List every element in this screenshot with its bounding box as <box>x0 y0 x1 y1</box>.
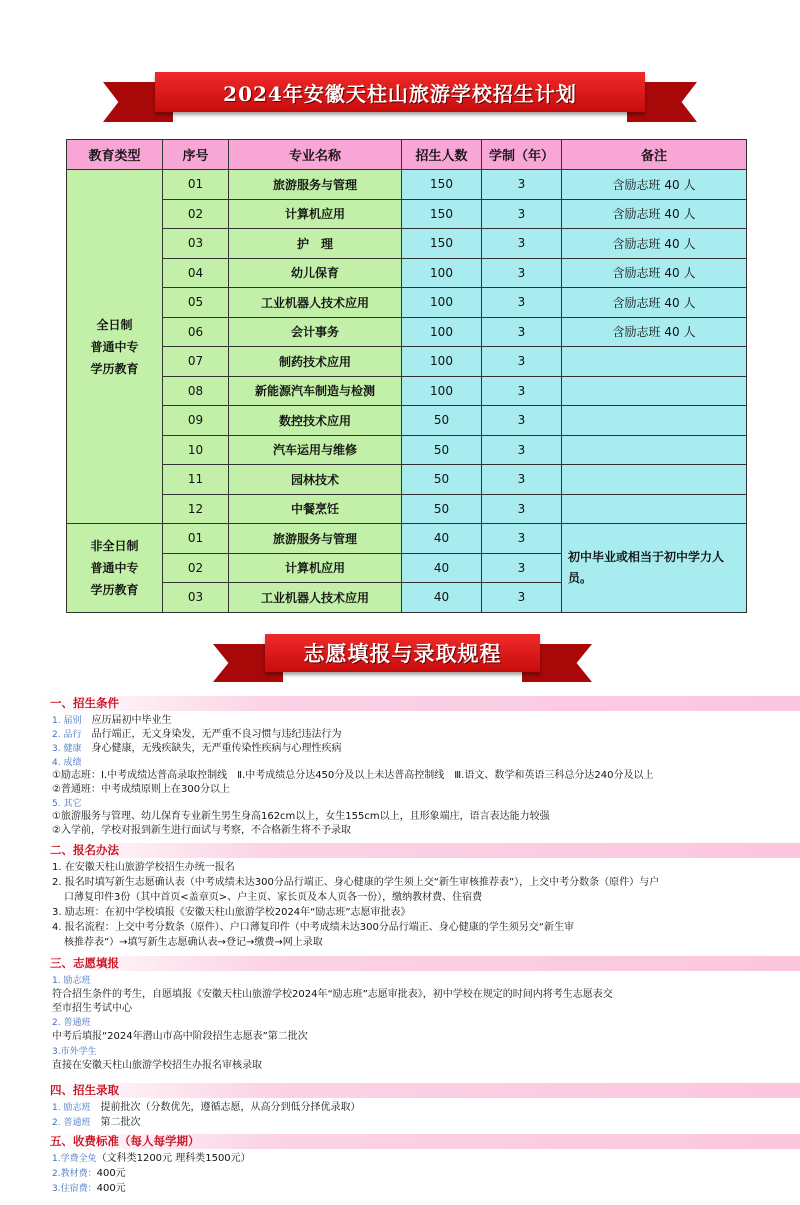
quota-cell: 40 <box>402 583 482 613</box>
table-row <box>67 406 747 436</box>
text-line: ①励志班：Ⅰ.中考成绩达普高录取控制线 Ⅱ.中考成绩总分达450分及以上未达普高控制线 Ⅲ.语文、数学和英语三科总分达240分及以上 <box>52 770 654 781</box>
category-line: 非全日制 <box>90 538 139 553</box>
years-cell: 3 <box>482 465 562 495</box>
note-cell <box>562 376 747 406</box>
seq-cell: 01 <box>163 524 229 554</box>
quota-cell: 50 <box>402 465 482 495</box>
text-line: 2. 普通班 <box>52 1018 91 1028</box>
quota-cell: 100 <box>402 347 482 377</box>
note-cell: 含励志班 40 人 <box>562 258 747 288</box>
seq-cell: 03 <box>163 229 229 259</box>
header-note: 备注 <box>562 140 747 170</box>
section-heading: 三、志愿填报 <box>42 956 800 971</box>
seq-cell: 10 <box>163 435 229 465</box>
quota-cell: 100 <box>402 317 482 347</box>
table-header-row <box>67 140 747 170</box>
major-cell: 工业机器人技术应用 <box>229 583 402 613</box>
note-cell: 含励志班 40 人 <box>562 288 747 318</box>
note-cell <box>562 435 747 465</box>
seq-cell: 12 <box>163 494 229 524</box>
major-cell: 数控技术应用 <box>229 406 402 436</box>
header-seq: 序号 <box>163 140 229 170</box>
section-heading: 一、招生条件 <box>42 696 800 711</box>
text-line: 1. 届别 应历届初中毕业生 <box>52 715 172 726</box>
text-line: 3.市外学生 <box>52 1047 97 1057</box>
seq-cell: 11 <box>163 465 229 495</box>
seq-cell: 03 <box>163 583 229 613</box>
note-cell <box>562 406 747 436</box>
table-row <box>67 494 747 524</box>
header-quota: 招生人数 <box>402 140 482 170</box>
quota-cell: 100 <box>402 288 482 318</box>
note-cell <box>562 494 747 524</box>
quota-cell: 50 <box>402 435 482 465</box>
note-cell: 含励志班 40 人 <box>562 229 747 259</box>
text-line: 4. 报名流程：上交中考分数条（原件）、户口薄复印件（中考成绩未达300分品行端正、身心健康的学生须另交“新生审 <box>52 922 574 933</box>
category-line: 学历教育 <box>90 582 139 597</box>
enrollment-plan-table <box>66 139 747 613</box>
years-cell: 3 <box>482 258 562 288</box>
years-cell: 3 <box>482 288 562 318</box>
years-cell: 3 <box>482 553 562 583</box>
header-years: 学制（年） <box>482 140 562 170</box>
table-row <box>67 376 747 406</box>
years-cell: 3 <box>482 583 562 613</box>
quota-cell: 100 <box>402 258 482 288</box>
major-cell: 新能源汽车制造与检测 <box>229 376 402 406</box>
table-row <box>67 465 747 495</box>
text-line: 3. 健康 身心健康，无残疾缺失，无严重传染性疾病与心理性疾病 <box>52 743 342 754</box>
quota-cell: 50 <box>402 406 482 436</box>
category-line: 全日制 <box>96 317 133 332</box>
text-line: 中考后填报“2024年潜山市高中阶段招生志愿表”第二批次 <box>52 1031 308 1042</box>
years-cell: 3 <box>482 170 562 200</box>
text-line: 1.学费全免（文科类1200元 理科类1500元） <box>52 1153 251 1164</box>
seq-cell: 07 <box>163 347 229 377</box>
text-line: 5. 其它 <box>52 799 82 809</box>
note-cell: 含励志班 40 人 <box>562 317 747 347</box>
rules-title: 志愿填报与录取规程 <box>303 641 502 666</box>
years-cell: 3 <box>482 524 562 554</box>
text-line: 1. 励志班 提前批次（分数优先，遵循志愿，从高分到低分择优录取） <box>52 1102 361 1113</box>
text-line: 2.教材费：400元 <box>52 1168 126 1179</box>
category-parttime <box>67 524 163 613</box>
table-row <box>67 435 747 465</box>
quota-cell: 50 <box>402 494 482 524</box>
years-cell: 3 <box>482 199 562 229</box>
seq-cell: 04 <box>163 258 229 288</box>
rules-banner <box>265 634 540 672</box>
header-major: 专业名称 <box>229 140 402 170</box>
text-line: 核推荐表”）→填写新生志愿确认表→登记→缴费→网上录取 <box>64 937 323 948</box>
quota-cell: 40 <box>402 553 482 583</box>
note-cell: 初中毕业或相当于初中学力人员。 <box>562 524 747 613</box>
note-cell <box>562 465 747 495</box>
section-heading: 二、报名办法 <box>42 843 800 858</box>
text-line: 3. 励志班：在初中学校填报《安徽天柱山旅游学校2024年“励志班”志愿审批表》 <box>52 907 411 918</box>
major-cell: 旅游服务与管理 <box>229 524 402 554</box>
table-row <box>67 258 747 288</box>
quota-cell: 40 <box>402 524 482 554</box>
page-title: 2024年安徽天柱山旅游学校招生计划 <box>223 81 577 106</box>
quota-cell: 150 <box>402 229 482 259</box>
major-cell: 计算机应用 <box>229 199 402 229</box>
text-line: ②普通班：中考成绩原则上在300分以上 <box>52 784 231 795</box>
section-heading: 五、收费标准（每人每学期） <box>42 1134 800 1149</box>
text-line: 2. 报名时填写新生志愿确认表（中考成绩未达300分品行端正、身心健康的学生须上交“新生审核推荐表”），上交中考分数条（原件）与户 <box>52 877 660 888</box>
note-cell <box>562 347 747 377</box>
category-line: 普通中专 <box>90 560 139 575</box>
seq-cell: 08 <box>163 376 229 406</box>
seq-cell: 06 <box>163 317 229 347</box>
category-line: 普通中专 <box>90 339 139 354</box>
years-cell: 3 <box>482 347 562 377</box>
table-row <box>67 347 747 377</box>
major-cell: 会计事务 <box>229 317 402 347</box>
major-cell: 汽车运用与维修 <box>229 435 402 465</box>
years-cell: 3 <box>482 317 562 347</box>
table-row <box>67 524 747 554</box>
major-cell: 工业机器人技术应用 <box>229 288 402 318</box>
major-cell: 旅游服务与管理 <box>229 170 402 200</box>
text-line: 2. 普通班 第二批次 <box>52 1117 141 1128</box>
quota-cell: 150 <box>402 199 482 229</box>
header-edu-type: 教育类型 <box>67 140 163 170</box>
section-heading: 四、招生录取 <box>42 1083 800 1098</box>
text-line: 1. 励志班 <box>52 976 91 986</box>
years-cell: 3 <box>482 376 562 406</box>
category-line: 学历教育 <box>90 361 139 376</box>
table-row <box>67 288 747 318</box>
quota-cell: 150 <box>402 170 482 200</box>
seq-cell: 05 <box>163 288 229 318</box>
text-line: 至市招生考试中心 <box>52 1003 132 1014</box>
years-cell: 3 <box>482 435 562 465</box>
table-row <box>67 170 747 200</box>
major-cell: 制药技术应用 <box>229 347 402 377</box>
seq-cell: 01 <box>163 170 229 200</box>
table-row <box>67 199 747 229</box>
category-fulltime <box>67 170 163 524</box>
seq-cell: 09 <box>163 406 229 436</box>
quota-cell: 100 <box>402 376 482 406</box>
major-cell: 计算机应用 <box>229 553 402 583</box>
text-line: 直接在安徽天柱山旅游学校招生办报名审核录取 <box>52 1060 262 1071</box>
years-cell: 3 <box>482 229 562 259</box>
years-cell: 3 <box>482 406 562 436</box>
text-line: ②入学前，学校对报到新生进行面试与考察，不合格新生将不予录取 <box>52 825 351 836</box>
note-cell: 含励志班 40 人 <box>562 170 747 200</box>
major-cell: 园林技术 <box>229 465 402 495</box>
text-line: 口薄复印件3份（其中首页<盖章页>、户主页、家长页及本人页各一份），缴纳教材费、住宿费 <box>64 892 483 903</box>
text-line: ①旅游服务与管理、幼儿保育专业新生男生身高162cm以上，女生155cm以上，且形象端庄，语言表达能力较强 <box>52 811 550 822</box>
text-line: 2. 品行 品行端正，无文身染发，无严重不良习惯与违纪违法行为 <box>52 729 342 740</box>
title-banner <box>155 72 645 112</box>
text-line: 符合招生条件的考生，自愿填报《安徽天柱山旅游学校2024年“励志班”志愿审批表》，初中学校在规定的时间内将考生志愿表交 <box>52 989 613 1000</box>
years-cell: 3 <box>482 494 562 524</box>
text-line: 3.住宿费：400元 <box>52 1183 126 1194</box>
seq-cell: 02 <box>163 553 229 583</box>
table-row <box>67 229 747 259</box>
major-cell: 护 理 <box>229 229 402 259</box>
table-row <box>67 317 747 347</box>
major-cell: 中餐烹饪 <box>229 494 402 524</box>
text-line: 1. 在安徽天柱山旅游学校招生办统一报名 <box>52 862 235 873</box>
major-cell: 幼儿保育 <box>229 258 402 288</box>
note-cell: 含励志班 40 人 <box>562 199 747 229</box>
seq-cell: 02 <box>163 199 229 229</box>
text-line: 4. 成绩 <box>52 758 82 768</box>
